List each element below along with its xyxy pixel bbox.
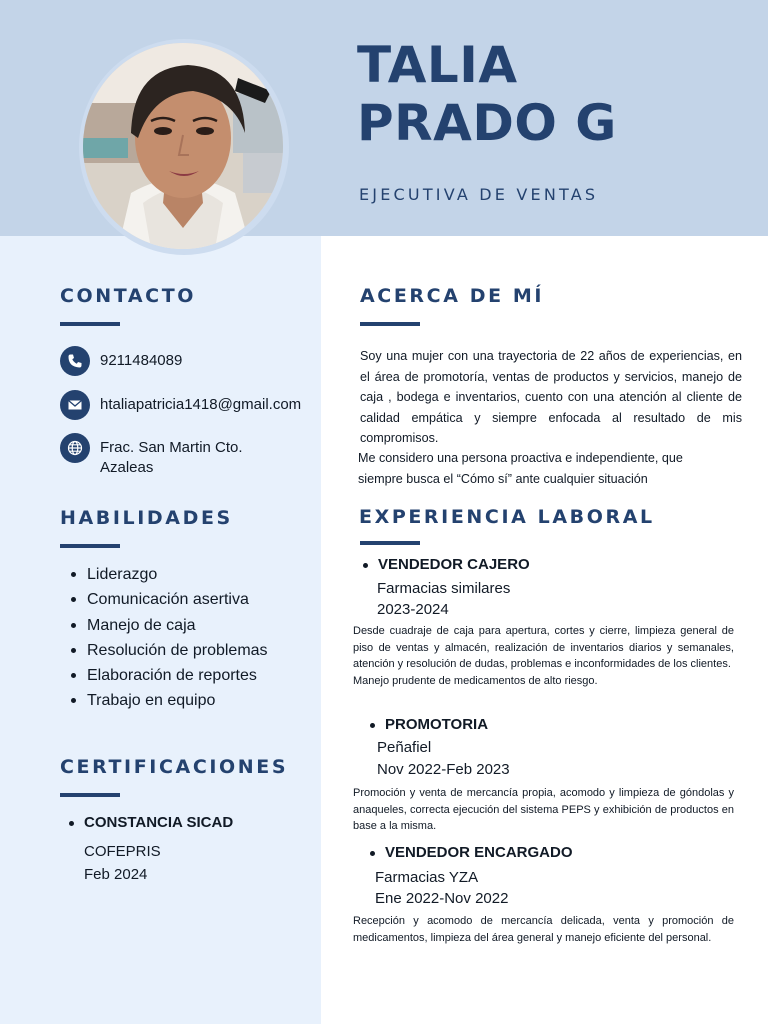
job-description-text: Desde cuadraje de caja para apertura, cortes y cierre, limpieza general de piso de ventas y almacén, realización de inventarios diarios y semanales, atención y resolución de dudas, problemas e inconformidades de los clientes. bbox=[353, 625, 734, 670]
person-name bbox=[357, 36, 617, 152]
job-period-3: Ene 2022-Nov 2022 bbox=[375, 890, 509, 907]
about-heading-rule bbox=[360, 322, 420, 326]
job-period-2: Nov 2022-Feb 2023 bbox=[377, 761, 510, 778]
profile-photo bbox=[83, 43, 283, 249]
job-description-text: Promoción y venta de mercancía propia, acomodo y limpieza de góndolas y anaqueles, correcta ejecución del sistema PEPS y exhibición de productos en base a la misma. bbox=[353, 787, 734, 832]
certifications-heading: CERTIFICACIONES bbox=[60, 756, 289, 778]
phone-icon bbox=[60, 346, 90, 376]
job-company-3: Farmacias YZA bbox=[375, 869, 479, 886]
job-description-text: Recepción y acomodo de mercancía delicada, venta y promoción de medicamentos, limpieza del área general y manejo eficiente del personal. bbox=[353, 915, 734, 944]
address-line-2: Azaleas bbox=[100, 459, 154, 476]
certification-title: CONSTANCIA SICAD bbox=[84, 814, 234, 831]
address-line-1: Frac. San Martin Cto. bbox=[100, 439, 243, 456]
certification-issuer: COFEPRIS bbox=[84, 843, 161, 860]
name-line-1: TALIA bbox=[357, 36, 518, 94]
skills-list bbox=[61, 562, 268, 714]
list-item: Elaboración de reportes bbox=[61, 663, 268, 688]
list-item: Comunicación asertiva bbox=[61, 587, 268, 612]
name-line-2: PRADO G bbox=[357, 94, 617, 152]
job-description-2 bbox=[353, 785, 734, 835]
skills-heading-rule bbox=[60, 544, 120, 548]
contact-heading: CONTACTO bbox=[60, 285, 197, 307]
list-item: Trabajo en equipo bbox=[61, 688, 268, 713]
job-title: EJECUTIVA DE VENTAS bbox=[359, 185, 599, 204]
job-description-3 bbox=[353, 913, 734, 946]
list-item: Resolución de problemas bbox=[61, 638, 268, 663]
job-title-3: VENDEDOR ENCARGADO bbox=[385, 844, 573, 861]
experience-heading-rule bbox=[360, 541, 420, 545]
job-company-2: Peñafiel bbox=[377, 739, 432, 756]
about-paragraph-2: Me considero una persona proactiva e independiente, que siempre busca el “Cómo sí” ante cualquier situación bbox=[358, 451, 683, 486]
experience-heading: EXPERIENCIA LABORAL bbox=[359, 506, 655, 528]
job-title-2: PROMOTORIA bbox=[385, 716, 489, 733]
certification-date: Feb 2024 bbox=[84, 866, 148, 883]
about-paragraph-1: Soy una mujer con una trayectoria de 22 años de experiencias, en el área de promotoría, ventas de productos y servicios, manejo de caja , bodega e inventarios, cuento con una atención al cliente de calidad empática y siempre enfocada al resultado de mis compromisos. bbox=[360, 349, 742, 445]
contact-heading-rule bbox=[60, 322, 120, 326]
job-description-1 bbox=[353, 623, 734, 689]
job-description-text: Manejo prudente de medicamentos de alto riesgo. bbox=[353, 674, 598, 687]
skills-heading: HABILIDADES bbox=[60, 507, 233, 529]
job-period-1: 2023-2024 bbox=[377, 601, 449, 618]
certifications-heading-rule bbox=[60, 793, 120, 797]
job-company-1: Farmacias similares bbox=[377, 580, 511, 597]
contact-address bbox=[100, 438, 243, 478]
contact-phone[interactable]: 9211484089 bbox=[100, 352, 183, 369]
email-icon bbox=[60, 390, 90, 420]
about-heading: ACERCA DE MÍ bbox=[360, 285, 545, 307]
contact-email[interactable]: htaliapatricia1418@gmail.com bbox=[100, 396, 302, 413]
job-title-1: VENDEDOR CAJERO bbox=[378, 556, 530, 573]
globe-icon bbox=[60, 433, 90, 463]
list-item: Manejo de caja bbox=[61, 613, 268, 638]
list-item: Liderazgo bbox=[61, 562, 268, 587]
